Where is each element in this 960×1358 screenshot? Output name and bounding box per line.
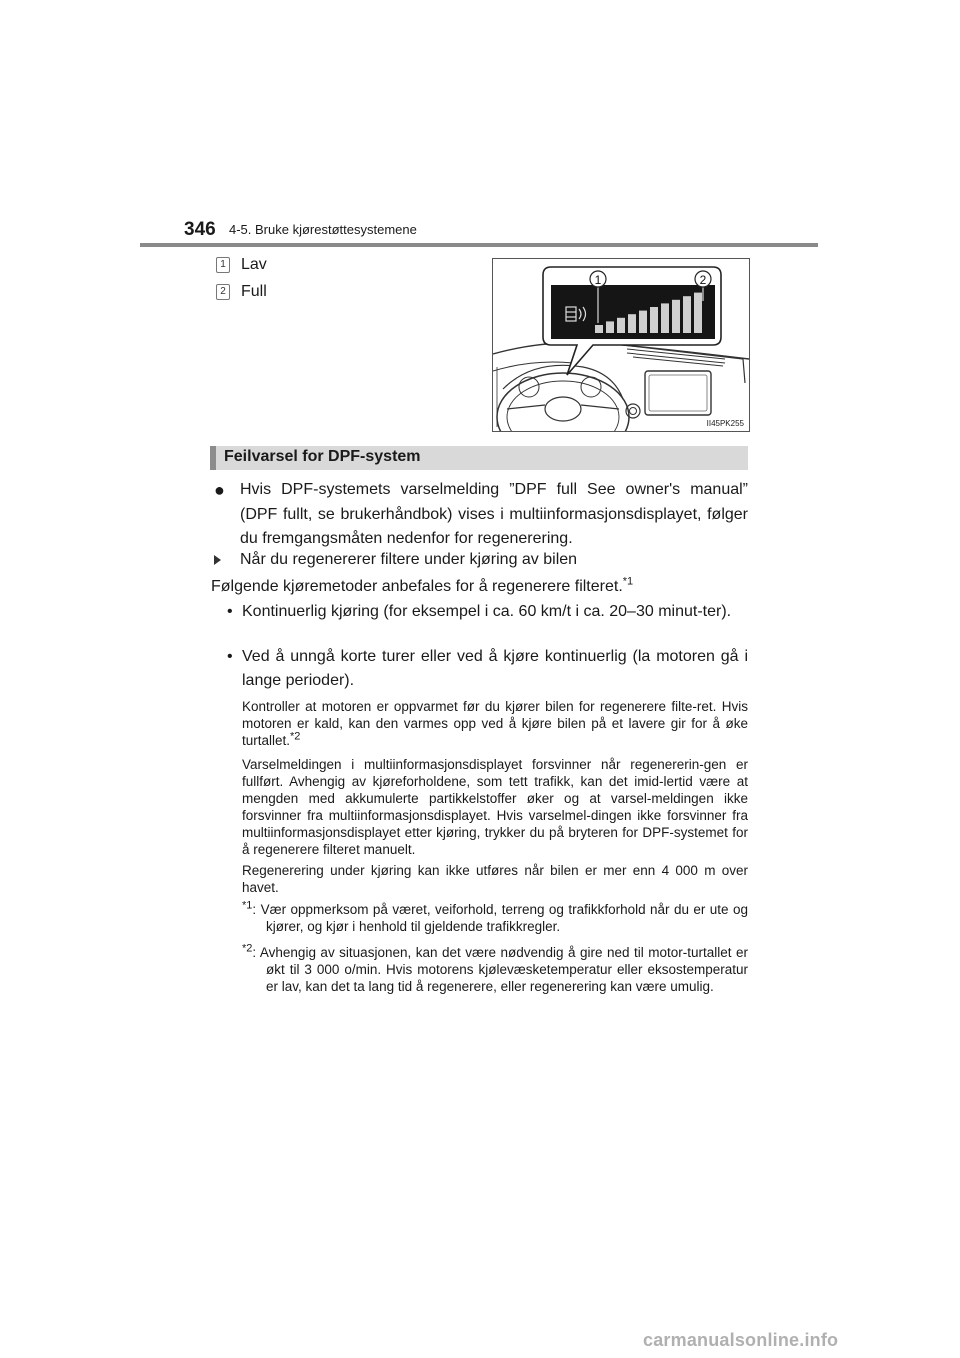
legend-number-2: 2: [216, 284, 230, 300]
figure-code: II45PK255: [706, 419, 744, 428]
list-bullet: •: [227, 648, 233, 665]
gauge-bar: [595, 325, 603, 333]
chapter-title: 4-5. Bruke kjørestøttesystemene: [229, 222, 417, 237]
callout-2: 2: [699, 273, 707, 287]
gauge-bar: [683, 296, 691, 333]
footnote-ref-1: *1: [622, 575, 634, 588]
gauge-bar: [694, 293, 702, 333]
subhead-arrow-icon: [214, 555, 221, 565]
gauge-bar: [628, 314, 636, 333]
footnote-text: : Avhengig av situasjonen, kan det være nødvendig å gire ned til motor-turtallet er økt til 3 000 o/min. Hvis motorens kjølevæsketemperatur eller eksostemperatur er lav, kan det ta lang tid å regenerere, eller regenerering kan være umulig.: [252, 945, 748, 994]
gauge-bar: [650, 307, 658, 333]
callout-1: 1: [594, 273, 602, 287]
bullet-paragraph: Hvis DPF-systemets varselmelding ”DPF full See owner's manual” (DPF fullt, se brukerhåndbok) vises i multiinformasjonsdisplayet, følger du fremgangsmåten nedenfor for regenerering.: [240, 481, 748, 547]
page-number: 346: [184, 219, 216, 240]
legend-label-lav: Lav: [241, 256, 267, 273]
footnote: [242, 901, 748, 935]
gauge-bar: [672, 300, 680, 333]
note-text-1: Kontroller at motoren er oppvarmet før du kjører bilen for regenerere filte-ret. Hvis motoren er kald, kan den varmes opp ved å kjøre bilen på et lavere gir for å øke turtallet.: [242, 699, 748, 748]
gauge-bar: [617, 318, 625, 333]
dpf-gauge-illustration: [492, 258, 750, 432]
note-paragraph: Varselmeldingen i multiinformasjonsdisplayet forsvinner når regenererin-gen er fullført. Avhengig av kjøreforholdene, som tett trafikk, kan det imid-lertid være at mengden med akkumulerte partikkelstoffer øker og at varsel-meldingen ikke forsvinner fra multiinformasjonsdisplayet. Hvis varselmel-dingen ikke forsvinner fra multiinformasjonsdisplayet etter kjøring, trykker du på bryteren for DPF-systemet for å regenerere filteret manuelt.: [242, 757, 748, 857]
legend-label-full: Full: [241, 283, 267, 300]
list-item: Kontinuerlig kjøring (for eksempel i ca. 60 km/t i ca. 20–30 minut-ter).: [242, 603, 732, 620]
intro-text: Følgende kjøremetoder anbefales for å regenerere filteret.: [211, 578, 623, 595]
subheading: Når du regenererer filtere under kjøring av bilen: [240, 551, 578, 568]
legend-number-1: 1: [216, 257, 230, 273]
list-item: Ved å unngå korte turer eller ved å kjøre kontinuerlig (la motoren gå i lange perioder).: [242, 648, 748, 689]
note-paragraph: Regenerering under kjøring kan ikke utføres når bilen er mer enn 4 000 m over havet.: [242, 863, 748, 895]
footnote-text: : Vær oppmerksom på været, veiforhold, terreng og trafikkforhold når du er ute og kjører, og kjør i henhold til gjeldende trafikkregler.: [252, 902, 748, 934]
note-paragraph: [242, 698, 748, 749]
gauge-bar: [661, 303, 669, 333]
list-bullet: •: [227, 603, 233, 620]
footnote: [242, 944, 748, 995]
bullet-dot: ●: [214, 480, 225, 500]
section-header: [210, 446, 748, 470]
footnote-mark: *1: [242, 899, 253, 912]
gauge-bar: [606, 321, 614, 333]
section-title: Feilvarsel for DPF-system: [224, 448, 421, 465]
intro-line: [211, 575, 633, 599]
footnote-ref-2: *2: [290, 730, 301, 743]
dashboard-drawing: [493, 259, 749, 431]
gauge-bar: [639, 311, 647, 333]
footnote-mark: *2: [242, 942, 253, 955]
header-rule: [140, 243, 818, 247]
watermark: carmanualsonline.info: [643, 1330, 839, 1350]
